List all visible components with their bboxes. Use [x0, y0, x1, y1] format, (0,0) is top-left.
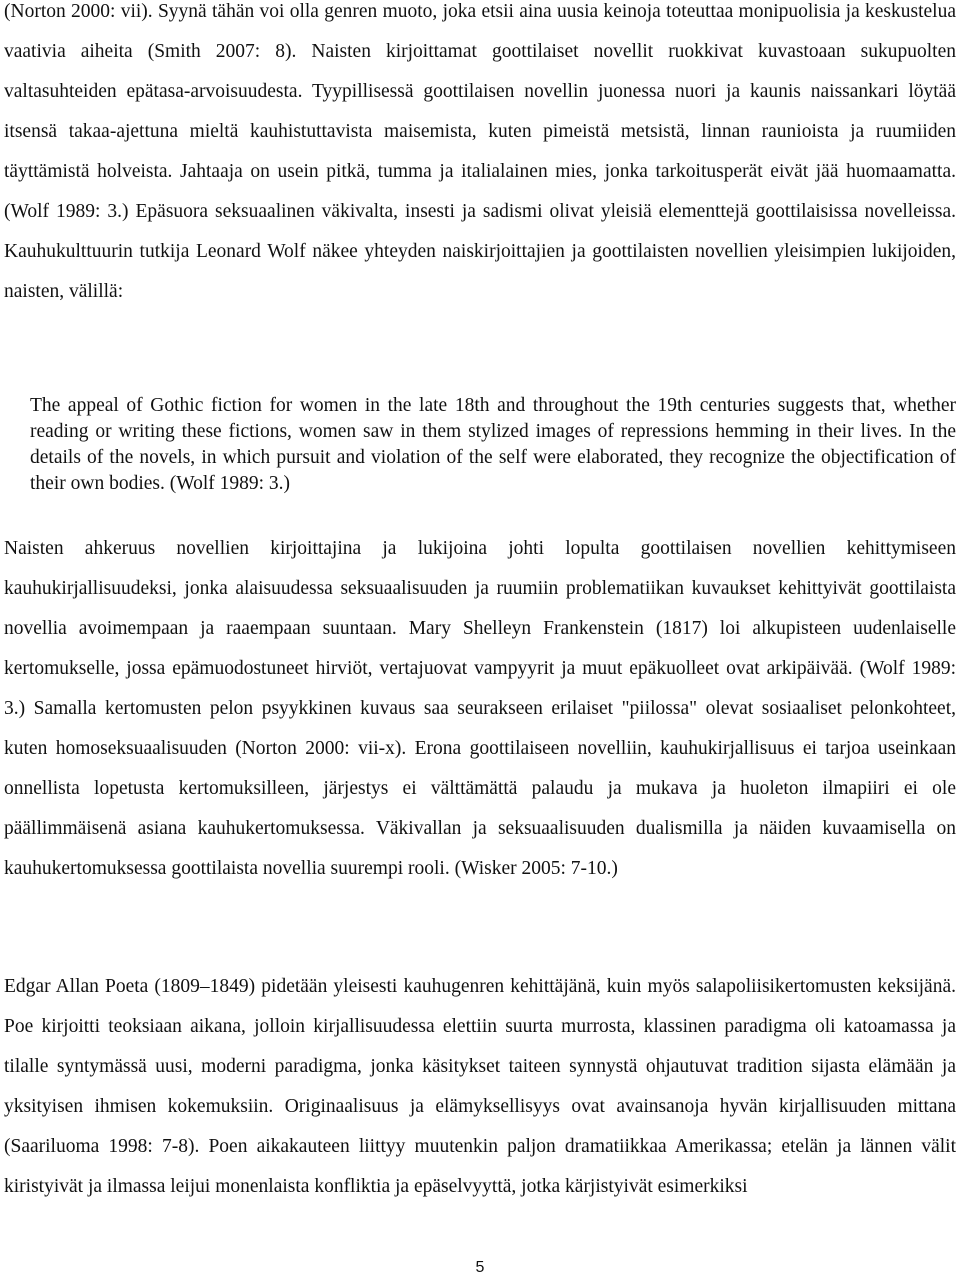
page-number: 5	[475, 1259, 485, 1276]
body-paragraph-1: (Norton 2000: vii). Syynä tähän voi olla genren muoto, joka etsii aina uusia keinoja toteuttaa monipuolisia ja keskustelua vaativia aiheita (Smith 2007: 8). Naisten kirjoittamat goottilaiset novellit ruokkivat kuvastoaan sukupuolten valtasuhteiden epätasa-arvoisuudesta. Tyypillisessä goottilaisen novellin juonessa nuori ja kaunis naissankari löytää itsensä takaa-ajettuna mieltä kauhistuttavista maisemista, kuten pimeistä metsistä, linnan raunioista ja ruumiiden täyttämistä holveista. Jahtaaja on usein pitkä, tumma ja italialainen mies, jonka tarkoitusperät eivät jää huomaamatta. (Wolf 1989: 3.) Epäsuora seksuaalinen väkivalta, insesti ja sadismi olivat yleisiä elementtejä goottilaisissa novelleissa. Kauhukulttuurin tutkija Leonard Wolf näkee yhteyden naiskirjoittajien ja goottilaisten novellien yleisimpien lukijoiden, naisten, välillä:	[4, 1, 956, 302]
block-quote: The appeal of Gothic fiction for women in the late 18th and throughout the 19th centuries suggests that, whether reading or writing these fictions, women saw in them stylized images of repressions hemming in their lives. In the details of the novels, in which pursuit and violation of the self were elaborated, they recognize the objectification of their own bodies. (Wolf 1989: 3.)	[30, 395, 956, 494]
body-paragraph-2: Naisten ahkeruus novellien kirjoittajina ja lukijoina johti lopulta goottilaisen novellien kehittymiseen kauhukirjallisuudeksi, jonka alaisuudessa seksuaalisuuden ja ruumiin problematiikan kuvaukset kehittyivät goottilaista novellia avoimempaan ja raaempaan suuntaan. Mary Shelleyn Frankenstein (1817) loi alkupisteen uudenlaiselle kertomukselle, jossa epämuodostuneet hirviöt, vertajuovat vampyyrit ja muut epäkuolleet ovat arkipäivää. (Wolf 1989: 3.) Samalla kertomusten pelon psyykkinen kuvaus saa seurakseen erilaiset "piilossa" olevat sosiaaliset pelonkohteet, kuten homoseksuaalisuuden (Norton 2000: vii-x). Erona goottilaiseen novelliin, kauhukirjallisuus ei tarjoa useinkaan onnellista lopetusta kertomuksilleen, järjestys ei välttämättä palaudu ja mukava ja huoleton ilmapiiri ei ole päällimmäisenä asiana kauhukertomuksessa. Väkivallan ja seksuaalisuuden dualismilla ja näiden kuvaamisella on kauhukertomuksessa goottilaista novellia suurempi rooli. (Wisker 2005: 7-10.)	[4, 538, 956, 879]
body-paragraph-3: Edgar Allan Poeta (1809–1849) pidetään yleisesti kauhugenren kehittäjänä, kuin myös salapoliisikertomusten keksijänä. Poe kirjoitti teoksiaan aikana, jolloin kirjallisuudessa elettiin suurta murrosta, klassinen paradigma oli katoamassa ja tilalle syntymässä uusi, moderni paradigma, jonka käsitykset taiteen synnystä ohjautuvat tradition sijasta elämään ja yksityisen ihmisen kokemuksiin. Originaalisuus ja elämyksellisyys ovat avainsanoja hyvän kirjallisuuden mittana (Saariluoma 1998: 7-8). Poen aikakauteen liittyy muutenkin paljon dramatiikkaa Amerikassa; etelän ja lännen välit kiristyivät ja ilmassa leijui monenlaista konfliktia ja epäselvyyttä, jotka kärjistyivät esimerkiksi	[4, 976, 956, 1197]
